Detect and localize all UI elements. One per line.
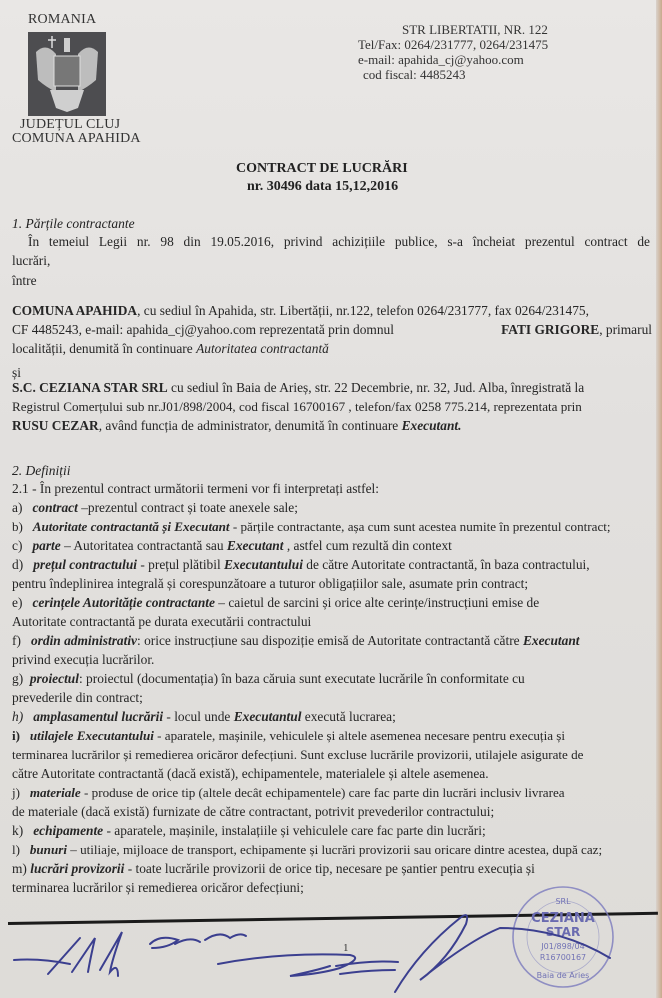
definition-term: cerințele Autorităție contractante: [32, 595, 215, 610]
definition-text: – Autoritatea contractantă sau: [60, 538, 227, 553]
header-email: e-mail: apahida_cj@yahoo.com: [358, 52, 524, 67]
header-commune: COMUNA APAHIDA: [12, 131, 141, 146]
definition-text: – caietul de sarcini și orice alte cerințe/instrucțiuni emise de: [214, 595, 540, 610]
definition-term: ordin administrativ: [30, 633, 138, 648]
definition-text: - produse de orice tip (altele decât echipamentele) care fac parte din lucrări inclusiv livrarea: [80, 785, 565, 800]
header-county: JUDEȚUL CLUJ: [20, 117, 121, 132]
party-2-line-2: Registrul Comerțului sub nr.J01/898/2004, cod fiscal 16700167 , telefon/fax 0258 775.214, reprezentata prin: [12, 399, 582, 414]
definition-text: - aparatele, mașinile, vehiculele și altele asemenea necesare pentru execuția și: [153, 728, 566, 743]
svg-text:Baia de Arieș: Baia de Arieș: [536, 971, 590, 980]
section-1-heading: 1. Părțile contractante: [12, 216, 135, 231]
definition-h: [12, 707, 396, 726]
svg-text:STAR: STAR: [545, 925, 581, 939]
party-2-name: S.C. CEZIANA STAR SRL: [12, 380, 168, 395]
definition-emphasis: Executantul: [233, 709, 302, 724]
definition-letter: j): [12, 785, 20, 800]
definition-l: [12, 840, 602, 859]
definition-term: utilajele Executantului: [29, 728, 154, 743]
header-country: ROMANIA: [28, 12, 97, 27]
definition-letter: k): [12, 823, 24, 838]
definition-text: - părțile contractante, așa cum sunt acestea numite în prezentul contract;: [229, 519, 611, 534]
definition-letter: d): [12, 557, 24, 572]
si-word: și: [12, 365, 21, 380]
definition-f-cont: privind execuția lucrărilor.: [12, 652, 155, 667]
party-1-line-2: [12, 320, 652, 339]
definition-i-cont: terminarea lucrărilor și remedierea oricăror defecțiuni. Sunt excluse lucrările provizorii, utilajele asigurate de: [12, 747, 584, 762]
definition-text: execută lucrarea;: [301, 709, 396, 724]
party-1-line-1: [12, 301, 652, 320]
definition-text: - aparatele, mașinile, instalațiile și vehiculele care fac parte din lucrări;: [103, 823, 486, 838]
page-number: 1: [343, 942, 349, 954]
definition-j: [12, 783, 657, 802]
party-1-rep-title: , primarul: [599, 322, 652, 337]
definition-e-cont: Autoritate contractantă pe durata executării contractului: [12, 614, 312, 629]
definition-term: parte: [32, 538, 61, 553]
party-2-role: Executant.: [401, 418, 462, 433]
intre-word: între: [12, 273, 37, 288]
definition-emphasis: Executant: [226, 538, 284, 553]
definition-j-cont: de materiale (dacă există) furnizate de către contractant, potrivit prevederilor contractului;: [12, 804, 495, 819]
definition-letter: c): [12, 538, 23, 553]
party-2-function: , având funcția de administrator, denumită în continuare: [98, 418, 399, 433]
svg-text:J01/898/04: J01/898/04: [541, 942, 585, 951]
signature-mayor: [14, 932, 122, 976]
definition-letter: l): [12, 842, 20, 857]
signature-secretary: [218, 954, 398, 976]
definition-term: echipamente: [33, 823, 104, 838]
definition-f: [12, 631, 652, 650]
romanian-coat-of-arms-icon: [28, 32, 106, 116]
definition-text: : orice instrucțiune sau dispoziție emisă de Autoritate contractantă către: [137, 633, 523, 648]
party-1-name: COMUNA APAHIDA: [12, 303, 138, 318]
definition-text: – utiliaje, mijloace de transport, echipamente și lucrări provizorii sau oricare dintre acestea, după caz;: [66, 842, 603, 857]
definition-text: - prețul plătibil: [137, 557, 225, 572]
definition-letter: g): [12, 671, 24, 686]
definition-term: amplasamentul lucrării: [33, 709, 164, 724]
header-fiscal: cod fiscal: 4485243: [363, 67, 466, 82]
definition-m: [12, 859, 657, 878]
definition-term: materiale: [29, 785, 81, 800]
contract-title: CONTRACT DE LUCRĂRI: [236, 161, 408, 176]
party-1-representative: FATI GRIGORE: [501, 322, 600, 337]
section-2-heading: 2. Definiții: [12, 463, 71, 478]
signature-administrator: [395, 915, 610, 992]
definition-emphasis: Executant: [522, 633, 580, 648]
definition-letter: f): [12, 633, 21, 648]
definition-text: : proiectul (documentația) în baza căruia sunt executate lucrările în conformitate cu: [78, 671, 525, 686]
definition-term: prețul contractului: [33, 557, 138, 572]
definition-text: de către Autoritate contractantă, în baza contractului,: [302, 557, 590, 572]
party-2-line-1: [12, 378, 652, 397]
definition-text: - locul unde: [163, 709, 234, 724]
paper-edge: [656, 0, 662, 998]
definition-e: [12, 593, 652, 612]
section-1-intro: În temeiul Legii nr. 98 din 19.05.2016, privind achizițiile publice, s-a încheiat prezentul contract de: [28, 234, 650, 249]
definition-term: proiectul: [29, 671, 79, 686]
definition-k: [12, 821, 486, 840]
definition-letter: h): [12, 709, 24, 724]
definition-i: [12, 726, 657, 745]
definition-d-cont: pentru îndeplinirea integrală și corespunzătoare a tuturor obligațiilor sale, asumate prin contract;: [12, 576, 529, 591]
signatures: [0, 900, 662, 998]
party-2-representative: RUSU CEZAR: [12, 418, 99, 433]
definition-m-cont: terminarea lucrărilor și remedierea oricăror defecțiuni;: [12, 880, 304, 895]
contract-number: nr. 30496 data 15,12,2016: [247, 179, 399, 194]
definition-term: contract: [32, 500, 78, 515]
definition-text: –prezentul contract și toate anexele sale;: [77, 500, 298, 515]
party-2-line-3: [12, 416, 462, 435]
definition-letter: m): [12, 861, 27, 876]
definition-d: [12, 555, 652, 574]
definition-b: [12, 517, 611, 536]
signature-initials: [150, 934, 246, 948]
definition-g: [12, 669, 652, 688]
header-address: STR LIBERTATII, NR. 122: [402, 22, 548, 37]
party-1-address: , cu sediul în Apahida, str. Libertății, nr.122, telefon 0264/231777, fax 0264/231475,: [137, 303, 589, 318]
definition-text: - toate lucrările provizorii de orice tip, necesare pe șantier pentru execuția și: [124, 861, 535, 876]
party-1-line-3: [12, 339, 329, 358]
svg-text:CEZIANA: CEZIANA: [531, 911, 595, 926]
section-2-intro: 2.1 - În prezentul contract următorii termeni vor fi interpretați astfel:: [12, 481, 379, 496]
party-1-role: Autoritatea contractantă: [196, 341, 329, 356]
header-telfax: Tel/Fax: 0264/231777, 0264/231475: [358, 37, 549, 52]
section-1-intro-cont: lucrări,: [12, 253, 51, 268]
definition-term: lucrări provizorii: [30, 861, 125, 876]
definition-i-cont-2: către Autoritate contractantă (dacă există), echipamentele, materialele și altele asemenea.: [12, 766, 489, 781]
definition-term: bunuri: [29, 842, 67, 857]
definition-letter: b): [12, 519, 23, 534]
definition-g-cont: prevederile din contract;: [12, 690, 143, 705]
definition-letter: a): [12, 500, 23, 515]
svg-text:SRL: SRL: [555, 897, 571, 906]
definition-c: [12, 536, 452, 555]
definition-letter: e): [12, 595, 23, 610]
definition-letter: i): [12, 728, 20, 743]
party-2-address: cu sediul în Baia de Arieș, str. 22 Decembrie, nr. 32, Jud. Alba, înregistrată la: [167, 380, 585, 395]
party-1-denomination: localității, denumită în continuare: [12, 341, 193, 356]
party-1-contact: CF 4485243, e-mail: apahida_cj@yahoo.com reprezentată prin domnul: [12, 322, 394, 337]
svg-text:R16700167: R16700167: [539, 953, 587, 962]
definition-emphasis: Executantului: [224, 557, 303, 572]
definition-text: , astfel cum rezultă din context: [283, 538, 452, 553]
definition-term: Autoritate contractantă și Executant: [32, 519, 230, 534]
definition-a: [12, 498, 298, 517]
